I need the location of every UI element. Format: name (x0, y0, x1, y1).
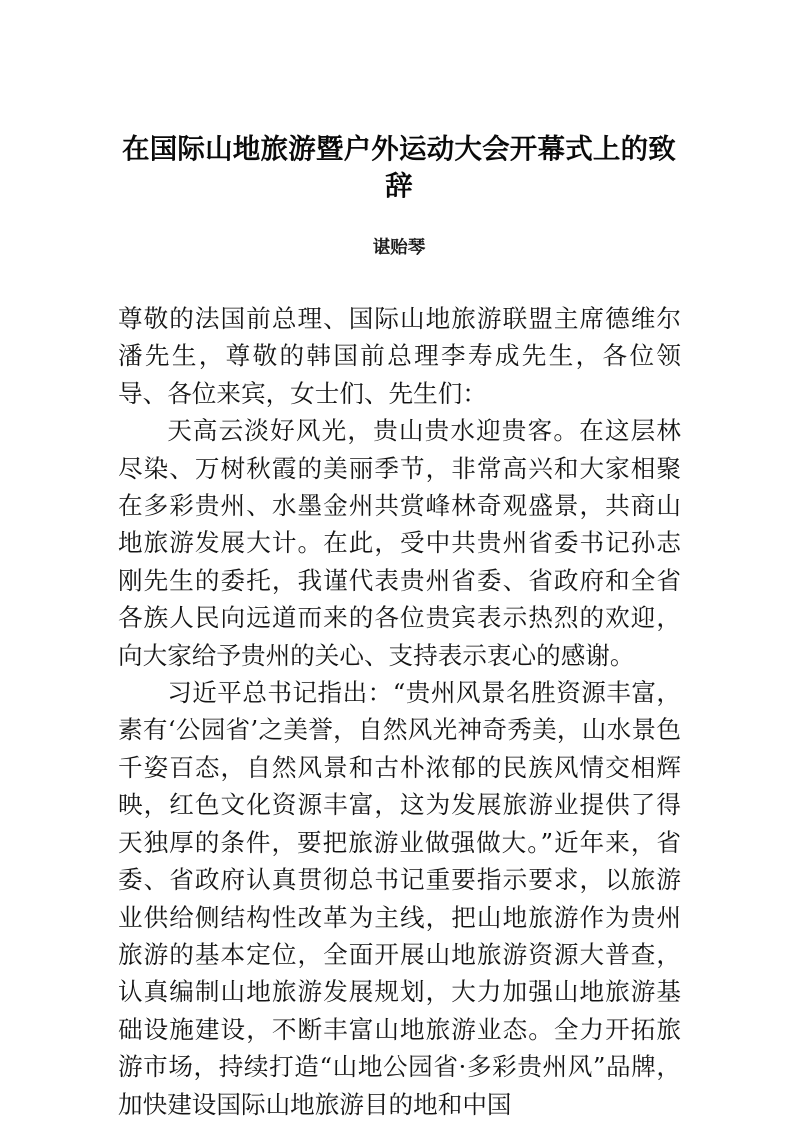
paragraph-quote-and-policy: 习近平总书记指出：“贵州风景名胜资源丰富，素有‘公园省’之美誉，自然风光神奇秀美，山水景色千姿百态，自然风景和古朴浓郁的民族风情交相辉映，红色文化资源丰富，这为发展旅游业提供了得天独厚的条件，要把旅游业做强做大。”近年来，省委、省政府认真贯彻总书记重要指示要求，以旅游业供给侧结构性改革为主线，把山地旅游作为贵州旅游的基本定位，全面开展山地旅游资源大普查，认真编制山地旅游发展规划，大力加强山地旅游基础设施建设，不断丰富山地旅游业态。全力开拓旅游市场，持续打造“山地公园省·多彩贵州风”品牌，加快建设国际山地旅游目的地和中国 (118, 678, 681, 1119)
paragraph-salutation: 尊敬的法国前总理、国际山地旅游联盟主席德维尔潘先生，尊敬的韩国前总理李寿成先生，各位领导、各位来宾，女士们、先生们： (118, 304, 681, 408)
document-author: 谌贻琴 (372, 238, 426, 258)
document-body (118, 300, 681, 1123)
paragraph-welcome: 天高云淡好风光，贵山贵水迎贵客。在这层林尽染、万树秋霞的美丽季节，非常高兴和大家相聚在多彩贵州、水墨金州共赏峰林奇观盛景，共商山地旅游发展大计。在此，受中共贵州省委书记孙志刚先生的委托，我谨代表贵州省委、省政府和全省各族人民向远道而来的各位贵宾表示热烈的欢迎，向大家给予贵州的关心、支持表示衷心的感谢。 (118, 416, 681, 670)
page-title: 在国际山地旅游暨户外运动大会开幕式上的致辞 (122, 133, 676, 202)
